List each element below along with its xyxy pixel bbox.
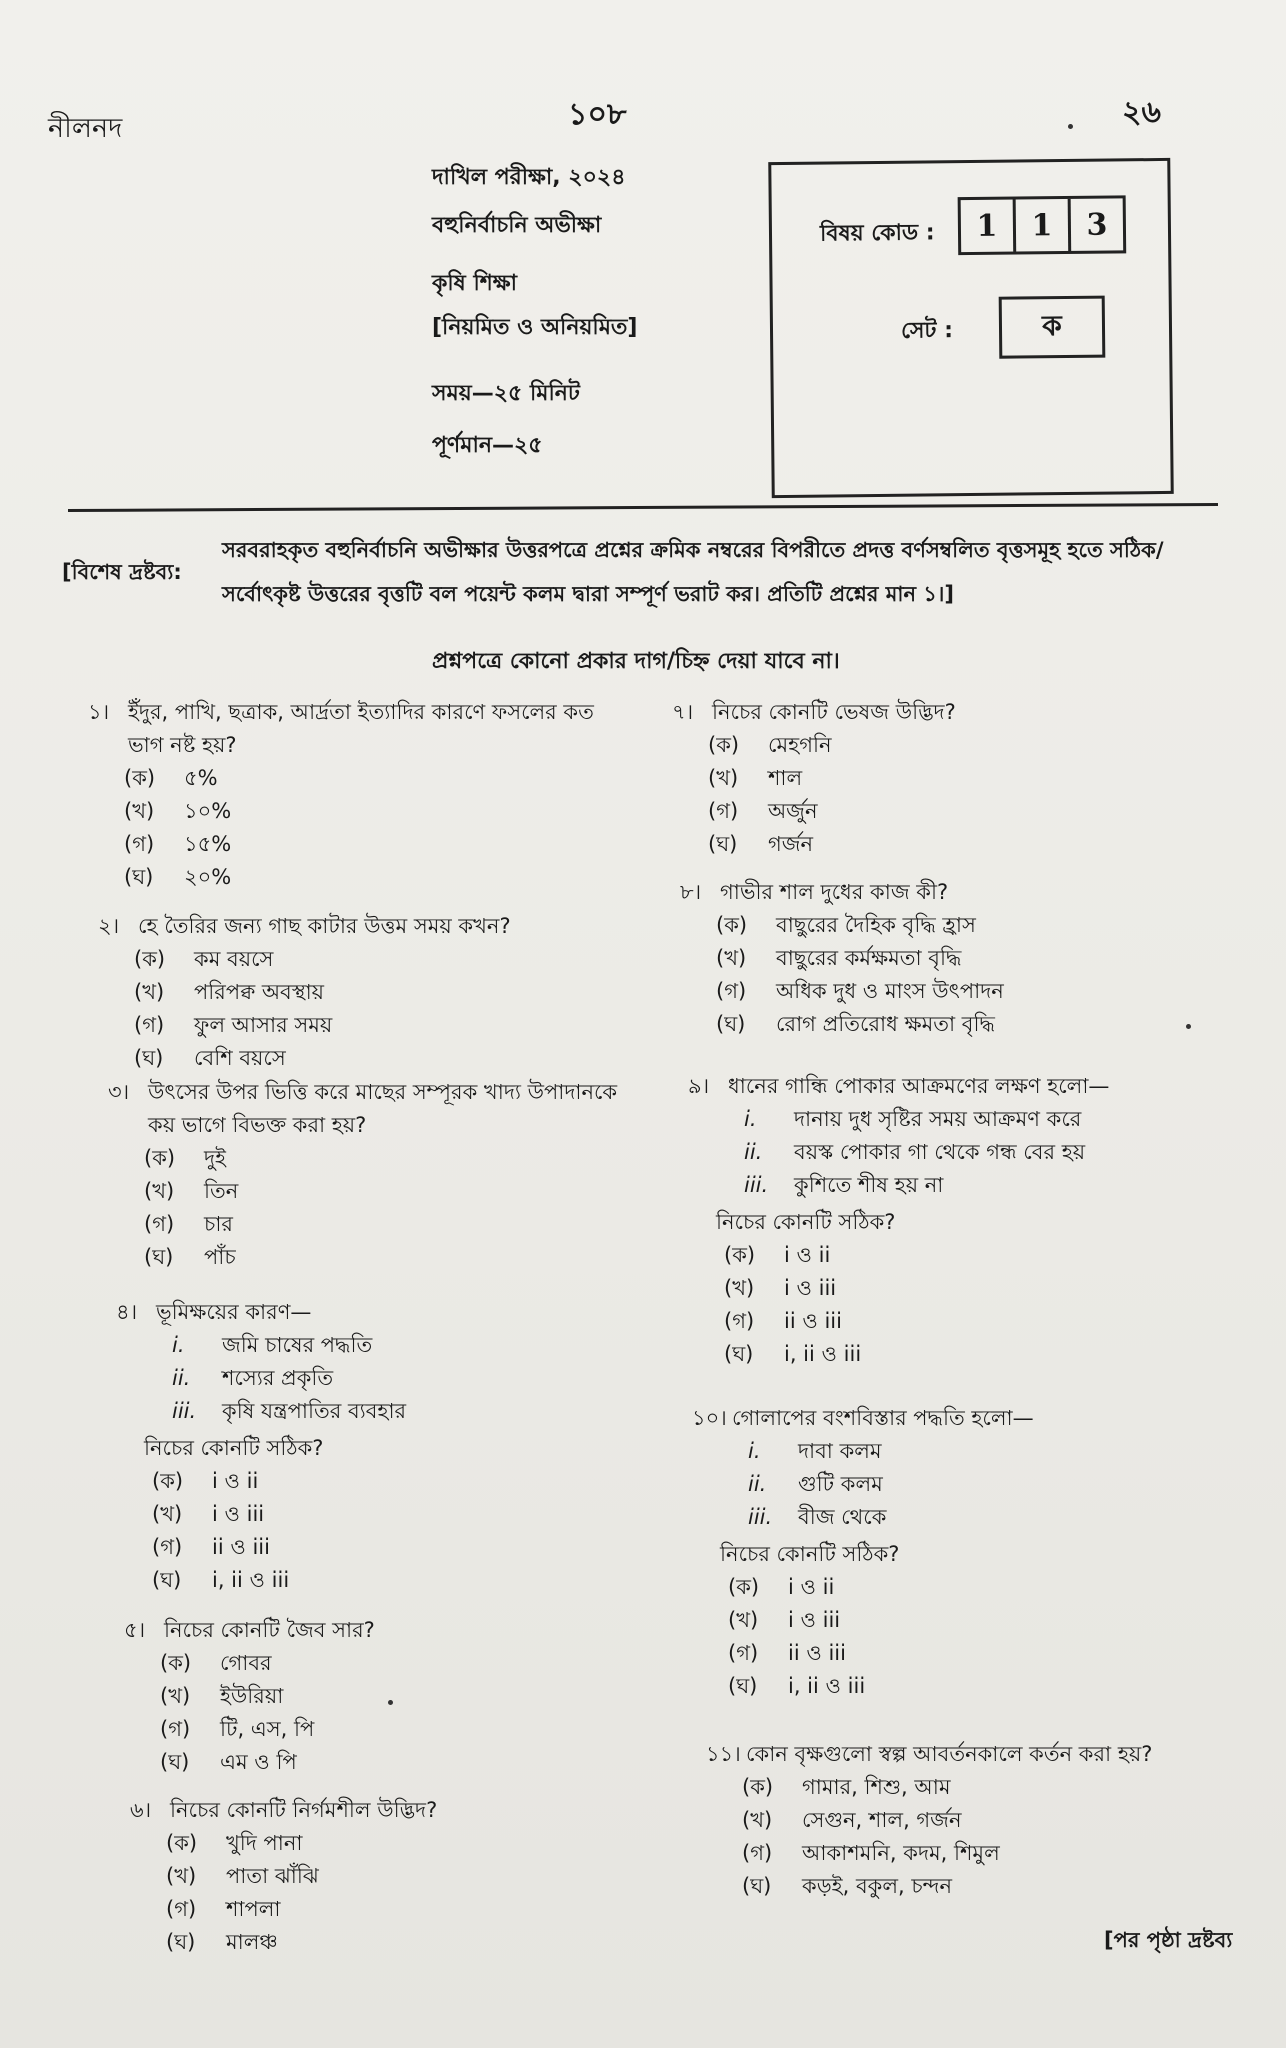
statement: ii. বয়স্ক পোকার গা থেকে গন্ধ বের হয় — [744, 1140, 1086, 1164]
option-kha: (খ) পরিপক্ব অবস্থায় — [134, 980, 325, 1004]
header-right-number: ২৬ — [1122, 95, 1162, 130]
option-kha: (খ) তিন — [144, 1179, 239, 1203]
statement: i. দাবা কলম — [748, 1439, 882, 1463]
option-ka: (ক) কম বয়সে — [134, 947, 274, 971]
question-1 — [88, 696, 628, 894]
question-number: ১০। — [692, 1406, 727, 1430]
ink-speck — [388, 1700, 393, 1705]
option-ga: (গ) অর্জুন — [708, 799, 818, 823]
option-kha: (খ) i ও iii — [152, 1502, 265, 1526]
subject-code-box — [768, 158, 1173, 498]
option-ga: (গ) ii ও iii — [724, 1309, 842, 1333]
option-gha: (ঘ) কড়ই, বকুল, চন্দন — [742, 1874, 953, 1898]
question-text: গাভীর শাল দুধের কাজ কী? — [720, 880, 949, 904]
question-text: ইঁদুর, পাখি, ছত্রাক, আর্দ্রতা ইত্যাদির কারণে ফসলের কত ভাগ নষ্ট হয়? — [128, 700, 594, 757]
option-gha: (ঘ) পাঁচ — [144, 1245, 236, 1269]
set-label: সেট : — [900, 318, 954, 344]
statement: i. জমি চাষের পদ্ধতি — [172, 1333, 373, 1357]
which-correct-prompt: নিচের কোনটি সঠিক? — [720, 1542, 900, 1566]
statement: ii. শস্যের প্রকৃতি — [172, 1366, 334, 1390]
question-text: উৎসের উপর ভিত্তি করে মাছের সম্পূরক খাদ্য উপাদানকে কয় ভাগে বিভক্ত করা হয়? — [148, 1080, 618, 1137]
question-number: ১। — [88, 700, 110, 724]
option-ga: (গ) আকাশমনি, কদম, শিমুল — [742, 1841, 1000, 1865]
question-text: নিচের কোনটি ভেষজ উদ্ভিদ? — [712, 700, 956, 724]
exam-subject: কৃষি শিক্ষা — [432, 271, 517, 296]
question-number: ১১। — [706, 1742, 741, 1766]
which-correct-prompt: নিচের কোনটি সঠিক? — [144, 1436, 324, 1460]
question-number: ৯। — [688, 1074, 710, 1098]
question-number: ৩। — [108, 1080, 130, 1104]
option-ka: (ক) i ও ii — [728, 1575, 835, 1599]
question-11 — [706, 1738, 1246, 1903]
question-7 — [672, 696, 1192, 861]
option-ga: (গ) ১৫% — [124, 832, 232, 856]
question-text: গোলাপের বংশবিস্তার পদ্ধতি হলো— — [732, 1406, 1034, 1430]
option-ga: (গ) ii ও iii — [728, 1641, 846, 1665]
option-gha: (ঘ) ২০% — [124, 865, 232, 889]
ink-speck — [1186, 1024, 1191, 1029]
subject-code-digit: 1 — [961, 200, 1017, 253]
notice-label: [বিশেষ দ্রষ্টব্য: — [62, 560, 182, 584]
option-ga: (গ) শাপলা — [166, 1897, 281, 1921]
question-number: ৪। — [116, 1300, 138, 1324]
header-divider — [68, 503, 1218, 512]
header-page-number: ১০৮ — [568, 97, 627, 132]
option-kha: (খ) পাতা ঝাঁঝি — [166, 1864, 319, 1888]
option-gha: (ঘ) রোগ প্রতিরোধ ক্ষমতা বৃদ্ধি — [716, 1012, 995, 1036]
question-number: ৬। — [130, 1798, 152, 1822]
option-ka: (ক) বাছুরের দৈহিক বৃদ্ধি হ্রাস — [716, 913, 976, 937]
subject-code-label: বিষয় কোড : — [819, 220, 935, 247]
option-ka: (ক) i ও ii — [152, 1469, 259, 1493]
option-ka: (ক) গোবর — [160, 1651, 272, 1675]
exam-title: দাখিল পরীক্ষা, ২০২৪ — [432, 165, 626, 190]
exam-time: সময়—২৫ মিনিট — [432, 381, 580, 406]
option-gha: (ঘ) i, ii ও iii — [724, 1342, 862, 1366]
option-kha: (খ) ১০% — [124, 799, 232, 823]
ink-speck — [1068, 124, 1073, 129]
no-mark-warning: প্রশ্নপত্রে কোনো প্রকার দাগ/চিহ্ন দেয়া যাবে না। — [432, 649, 840, 674]
option-ga: (গ) ফুল আসার সময় — [134, 1013, 333, 1037]
statement: iii. কুশিতে শীষ হয় না — [744, 1173, 944, 1197]
question-number: ৭। — [672, 700, 694, 724]
subject-code-digit: 1 — [1016, 199, 1072, 252]
exam-category: [নিয়মিত ও অনিয়মিত] — [432, 315, 638, 340]
question-text: ভূমিক্ষয়ের কারণ— — [156, 1300, 312, 1324]
option-ka: (ক) মেহগনি — [708, 733, 832, 757]
option-ga: (গ) অধিক দুধ ও মাংস উৎপাদন — [716, 979, 1004, 1003]
option-kha: (খ) ইউরিয়া — [160, 1684, 284, 1708]
question-8 — [680, 876, 1220, 1041]
subject-code-digits — [958, 195, 1127, 255]
option-kha: (খ) শাল — [708, 766, 803, 790]
question-text: ধানের গান্ধি পোকার আক্রমণের লক্ষণ হলো— — [728, 1074, 1110, 1098]
question-9 — [688, 1070, 1228, 1371]
question-4 — [116, 1296, 636, 1597]
option-kha: (খ) i ও iii — [724, 1276, 837, 1300]
option-ka: (ক) গামার, শিশু, আম — [742, 1775, 951, 1799]
option-gha: (ঘ) মালঞ্চ — [166, 1930, 278, 1954]
statement: iii. বীজ থেকে — [748, 1505, 887, 1529]
option-ka: (ক) ৫% — [124, 766, 218, 790]
question-3 — [108, 1076, 628, 1274]
option-gha: (ঘ) i, ii ও iii — [728, 1674, 866, 1698]
option-gha: (ঘ) এম ও পি — [160, 1750, 297, 1774]
option-gha: (ঘ) বেশি বয়সে — [134, 1046, 286, 1070]
question-10 — [692, 1402, 1232, 1703]
option-ga: (গ) চার — [144, 1212, 233, 1236]
option-ga: (গ) টি, এস, পি — [160, 1717, 315, 1741]
subject-code-digit: 3 — [1086, 207, 1108, 243]
question-6 — [130, 1794, 630, 1959]
statement: ii. গুটি কলম — [748, 1472, 883, 1496]
set-value-box: ক — [999, 296, 1106, 359]
statement: iii. কৃষি যন্ত্রপাতির ব্যবহার — [172, 1399, 407, 1423]
option-ka: (ক) i ও ii — [724, 1243, 831, 1267]
question-text: হে তৈরির জন্য গাছ কাটার উত্তম সময় কখন? — [138, 914, 511, 938]
exam-full-marks: পূর্ণমান—২৫ — [432, 433, 543, 458]
question-number: ৫। — [124, 1618, 146, 1642]
question-2 — [98, 910, 638, 1075]
statement: i. দানায় দুধ সৃষ্টির সময় আক্রমণ করে — [744, 1107, 1082, 1131]
question-text: কোন বৃক্ষগুলো স্বল্প আবর্তনকালে কর্তন করা হয়? — [746, 1742, 1153, 1766]
option-ka: (ক) দুই — [144, 1146, 226, 1170]
question-number: ২। — [98, 914, 120, 938]
option-ga: (গ) ii ও iii — [152, 1535, 270, 1559]
notice-text: সরবরাহকৃত বহুনির্বাচনি অভীক্ষার উত্তরপত্রে প্রশ্নের ক্রমিক নম্বরের বিপরীতে প্রদত্ত বর্ণসম্বলিত বৃত্তসমূহ হতে সঠিক/সর্বোৎকৃষ্ট উত্তরের বৃত্তটি বল পয়েন্ট কলম দ্বারা সম্পূর্ণ ভরাট কর। প্রতিটি প্রশ্নের মান ১।] — [222, 538, 1164, 606]
option-kha: (খ) সেগুন, শাল, গর্জন — [742, 1808, 962, 1832]
option-kha: (খ) i ও iii — [728, 1608, 841, 1632]
option-ka: (ক) খুদি পানা — [166, 1831, 303, 1855]
which-correct-prompt: নিচের কোনটি সঠিক? — [716, 1210, 896, 1234]
next-page-note: [পর পৃষ্ঠা দ্রষ্টব্য — [1104, 1928, 1233, 1952]
question-text: নিচের কোনটি নির্গমশীল উদ্ভিদ? — [170, 1798, 438, 1822]
exam-type: বহুনির্বাচনি অভীক্ষা — [432, 213, 602, 238]
question-5 — [124, 1614, 624, 1779]
option-gha: (ঘ) i, ii ও iii — [152, 1568, 290, 1592]
header-left-text: নীলনদ — [48, 113, 123, 144]
question-number: ৮। — [680, 880, 702, 904]
option-gha: (ঘ) গর্জন — [708, 832, 814, 856]
question-text: নিচের কোনটি জৈব সার? — [164, 1618, 375, 1642]
option-kha: (খ) বাছুরের কর্মক্ষমতা বৃদ্ধি — [716, 946, 962, 970]
